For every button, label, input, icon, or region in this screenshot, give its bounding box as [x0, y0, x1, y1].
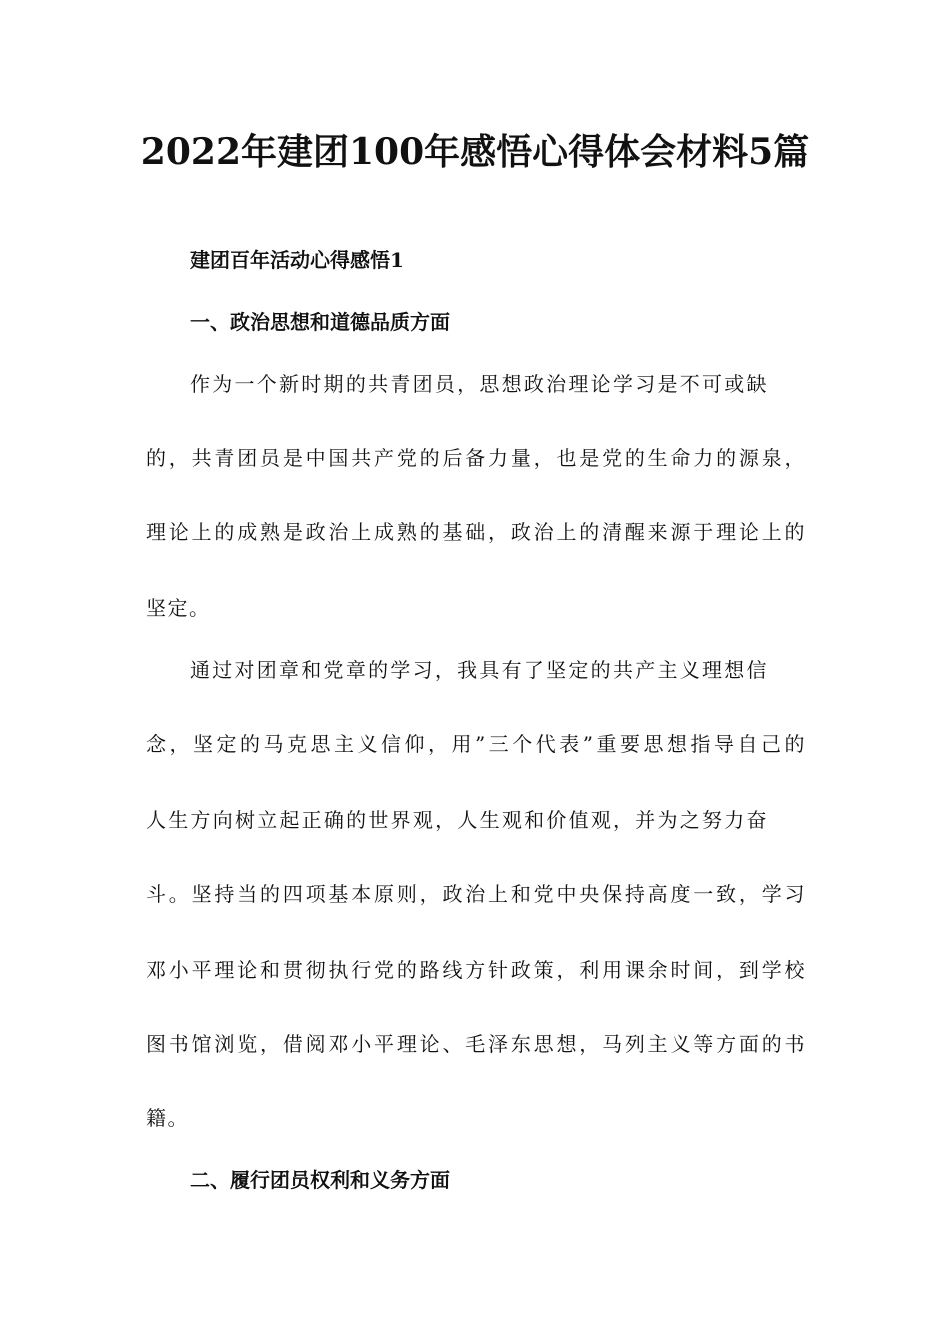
- paragraph-1-line-3: 理论上的成熟是政治上成熟的基础，政治上的清醒来源于理论上的: [146, 520, 806, 544]
- document-title: 2022年建团100年感悟心得体会材料5篇: [140, 131, 810, 173]
- paragraph-2-line-2: 念，坚定的马克思主义信仰，用”三个代表”重要思想指导自己的: [146, 732, 806, 756]
- paragraph-1-line-2: 的，共青团员是中国共产党的后备力量，也是党的生命力的源泉，: [146, 446, 806, 470]
- heading-political-thought: 一、政治思想和道德品质方面: [190, 310, 450, 334]
- paragraph-2-line-4: 斗。坚持当的四项基本原则，政治上和党中央保持高度一致，学习: [146, 882, 806, 906]
- paragraph-1-line-1: 作为一个新时期的共青团员，思想政治理论学习是不可或缺: [190, 372, 768, 396]
- paragraph-2-line-5: 邓小平理论和贯彻执行党的路线方针政策，利用课余时间，到学校: [146, 958, 806, 982]
- paragraph-2-line-1: 通过对团章和党章的学习，我具有了坚定的共产主义理想信: [190, 658, 768, 682]
- paragraph-2-line-7: 籍。: [146, 1106, 189, 1130]
- heading-member-rights: 二、履行团员权利和义务方面: [190, 1168, 450, 1192]
- paragraph-1-line-4: 坚定。: [146, 596, 211, 620]
- paragraph-2-line-3: 人生方向树立起正确的世界观，人生观和价值观，并为之努力奋: [146, 808, 768, 832]
- section-title: 建团百年活动心得感悟1: [190, 248, 404, 272]
- paragraph-2-line-6: 图书馆浏览，借阅邓小平理论、毛泽东思想，马列主义等方面的书: [146, 1032, 806, 1056]
